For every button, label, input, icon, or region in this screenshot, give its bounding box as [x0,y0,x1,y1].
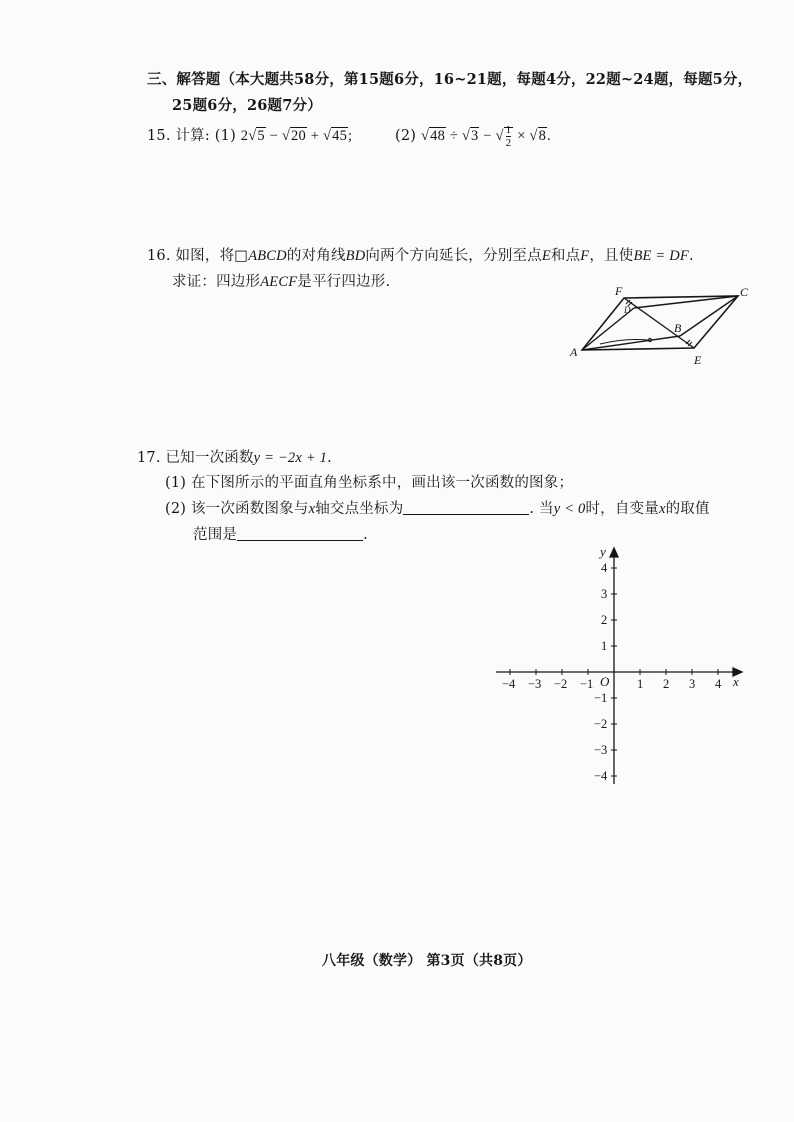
q15-part1-expression: 2√5 − √20 + √45; [240,128,353,144]
question-15-part2 [395,124,551,149]
x-tick-label: 2 [663,677,670,691]
q15-label: 15. 计算: [147,128,210,144]
x-tick-label: 1 [637,677,644,691]
parallelogram-figure [560,282,760,372]
x-tick-label: 3 [689,677,696,691]
axis-label-x: x [733,674,739,689]
y-tick-label: 1 [601,639,608,653]
question-15 [147,124,352,145]
question-17-sub1: (1) 在下图所示的平面直角坐标系中，画出该一次函数的图象； [165,475,574,491]
label-e: E [694,353,702,367]
parallelogram-symbol: □ [234,248,249,264]
x-tick-label: −2 [554,677,568,691]
axis-label-y: y [600,544,606,559]
question-17: 17. 已知一次函数y = −2x + 1. [137,450,332,466]
label-a: A [570,345,578,359]
q15-part2-label: (2) [395,127,417,144]
y-tick-label: 4 [601,561,608,575]
origin-label: O [600,674,610,689]
question-16: 16. 如图，将□ABCD的对角线BD向两个方向延长，分别至点E和点F，且使BE = DF. [147,248,694,264]
q15-part1-label: (1) [214,128,236,144]
section-header-line1: 三、解答题（本大题共58分，第15题6分，16~21题，每题4分，22题~24题，每题5分， [147,71,753,88]
y-tick-label: −3 [594,743,608,757]
fraction-one-half: $\frac{1}{2}$ [505,124,512,149]
label-b: B [674,321,682,335]
x-tick-label: 4 [715,677,722,691]
coordinate-plane[interactable] [488,540,748,790]
answer-blank-range[interactable] [237,526,363,541]
x-tick-label: −3 [528,677,542,691]
y-tick-label: −1 [594,691,608,705]
y-tick-label: −4 [594,769,608,783]
question-16-prove: 求证：四边形AECF是平行四边形. [172,274,391,290]
y-tick-label: 2 [601,613,608,627]
page-footer: 八年级（数学） 第3页（共8页） [322,953,532,969]
label-c: C [740,285,749,299]
label-f: F [615,284,623,298]
x-tick-label: −1 [580,677,594,691]
question-17-sub3: 范围是 . [193,527,368,543]
x-tick-label: −4 [502,677,516,691]
y-axis-arrow [610,548,618,557]
y-tick-label: −2 [594,717,608,731]
question-17-sub2: (2) 该一次函数图象与x轴交点坐标为 . 当y < 0时，自变量x的取值 [165,501,710,517]
section-header-line2: 25题6分，26题7分） [172,97,322,114]
q15-part2-expression: √48 ÷ √3 − √ $\frac{1}{2}$ × √8. [420,124,551,149]
label-d: D [624,305,631,315]
answer-blank-intersection[interactable] [403,500,529,515]
y-tick-label: 3 [601,587,608,601]
